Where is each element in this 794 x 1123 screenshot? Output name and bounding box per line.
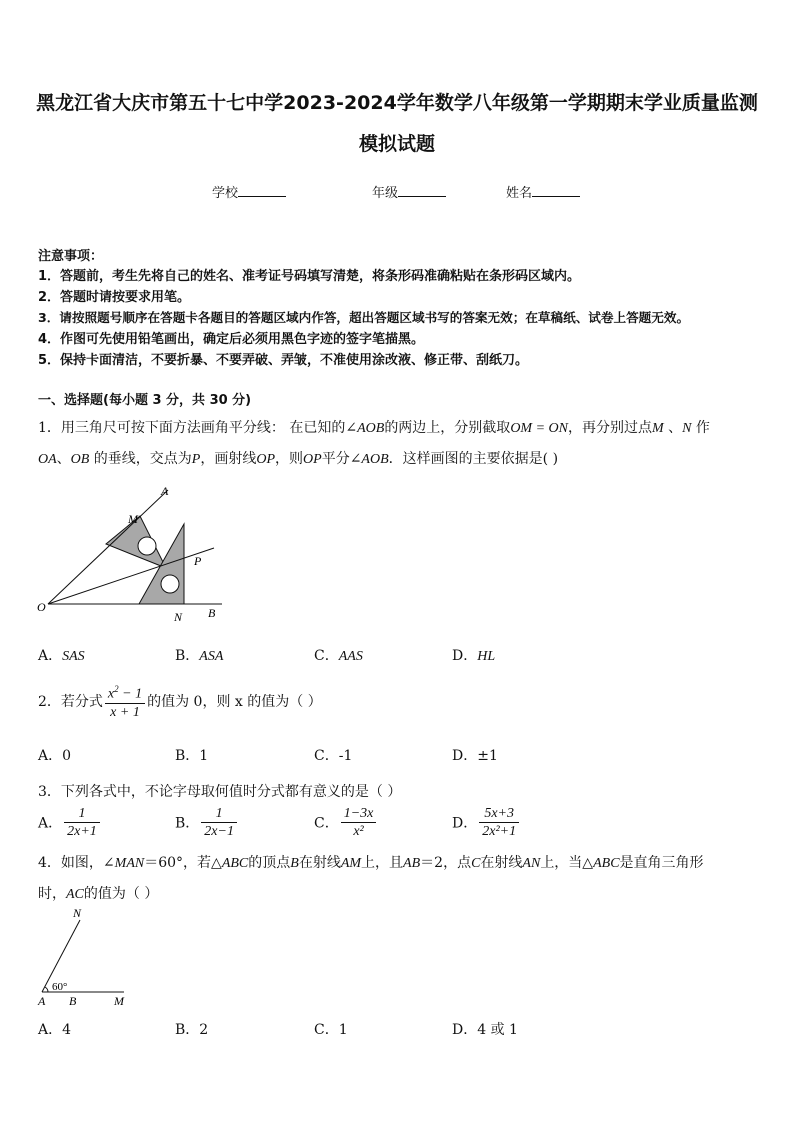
label-M: M — [128, 512, 138, 526]
q1-stem-line2: OA、OB 的垂线，交点为P，画射线OP，则OP平分∠AOB．这样画图的主要依据是( ) — [38, 451, 559, 467]
q3-option-c[interactable]: C． $\frac{1-3x}{\text{x²}}$ — [314, 805, 378, 840]
q4-figure — [34, 905, 134, 1010]
name-field[interactable]: 姓名 — [506, 182, 580, 201]
q1-option-c[interactable]: C．AAS — [314, 648, 363, 664]
q2-option-b[interactable]: B．1 — [175, 748, 209, 764]
label-A: A — [38, 994, 46, 1008]
ray-OP — [48, 548, 214, 604]
q4-option-b[interactable]: B．2 — [175, 1022, 209, 1038]
note-item: 3．请按照题号顺序在答题卡各题目的答题区域内作答，超出答题区域书写的答案无效；在草稿纸、试卷上答题无效。 — [38, 310, 690, 325]
note-item: 4．作图可先使用铅笔画出，确定后必须用黑色字迹的签字笔描黑。 — [38, 332, 425, 347]
ruler-hole-1 — [138, 537, 156, 555]
q2-option-c[interactable]: C．-1 — [314, 748, 353, 764]
label-M: M — [114, 994, 124, 1008]
q2-fraction: $\frac{x^2 - 1}{x + 1}$ — [105, 681, 145, 721]
label-B: B — [208, 606, 216, 620]
q1-option-b[interactable]: B．ASA — [175, 648, 224, 664]
q2-option-d[interactable]: D．±1 — [452, 748, 498, 764]
page-title: 黑龙江省大庆市第五十七中学2023-2024学年数学八年级第一学期期末学业质量监测 — [36, 92, 758, 114]
school-field[interactable]: 学校 — [212, 182, 286, 201]
q1-option-a[interactable]: A．SAS — [38, 648, 85, 664]
ruler-hole-2 — [161, 575, 179, 593]
q1-stem-line1: 1．用三角尺可按下面方法画角平分线： 在已知的∠AOB的两边上，分别截取OM = ON，再分别过点M 、N 作 — [38, 420, 710, 436]
label-B: B — [69, 994, 77, 1008]
q4-option-d[interactable]: D．4 或 1 — [452, 1022, 518, 1038]
q4-option-c[interactable]: C．1 — [314, 1022, 348, 1038]
note-item: 1．答题前，考生先将自己的姓名、准考证号码填写清楚，将条形码准确粘贴在条形码区域内。 — [38, 269, 581, 284]
page-title-line2: 模拟试题 — [358, 133, 435, 155]
q4-stem-line2: 时，AC的值为（ ） — [38, 886, 159, 902]
q3-option-b[interactable]: B． $\frac{1}{2x-1}$ — [175, 805, 239, 840]
notes-heading: 注意事项： — [38, 249, 104, 264]
q4-option-a[interactable]: A．4 — [38, 1022, 72, 1038]
q2-option-a[interactable]: A．0 — [38, 748, 72, 764]
label-angle: 60° — [52, 981, 68, 993]
label-O: O — [37, 600, 46, 614]
note-item: 5．保持卡面清洁，不要折暴、不要弄破、弄皱，不准使用涂改液、修正带、刮纸刀。 — [38, 353, 529, 368]
angle-arc — [45, 987, 48, 992]
q1-option-d[interactable]: D．HL — [452, 648, 496, 664]
grade-field[interactable]: 年级 — [372, 182, 446, 201]
q3-stem: 3．下列各式中，不论字母取何值时分式都有意义的是（ ） — [38, 784, 402, 800]
label-N: N — [73, 906, 82, 920]
q3-option-d[interactable]: D． $\frac{5x+3}{\text{2x²+1}}$ — [452, 805, 521, 840]
label-N: N — [174, 610, 183, 624]
label-A: A — [161, 484, 169, 498]
q1-figure — [34, 484, 234, 624]
note-item: 2．答题时请按要求用笔。 — [38, 290, 191, 305]
q2-stem: 2．若分式 $\frac{x^2 - 1}{x + 1}$ 的值为 0，则 x 的值为（ ） — [38, 681, 322, 721]
label-P: P — [194, 554, 202, 568]
section-heading: 一、选择题(每小题 3 分，共 30 分) — [38, 393, 252, 408]
q4-stem-line1: 4．如图，∠MAN＝60°，若△ABC的顶点B在射线AM上，且AB＝2，点C在射线AN上，当△ABC是直角三角形 — [38, 855, 704, 871]
q3-option-a[interactable]: A． $\frac{1}{2x+1}$ — [38, 805, 102, 840]
